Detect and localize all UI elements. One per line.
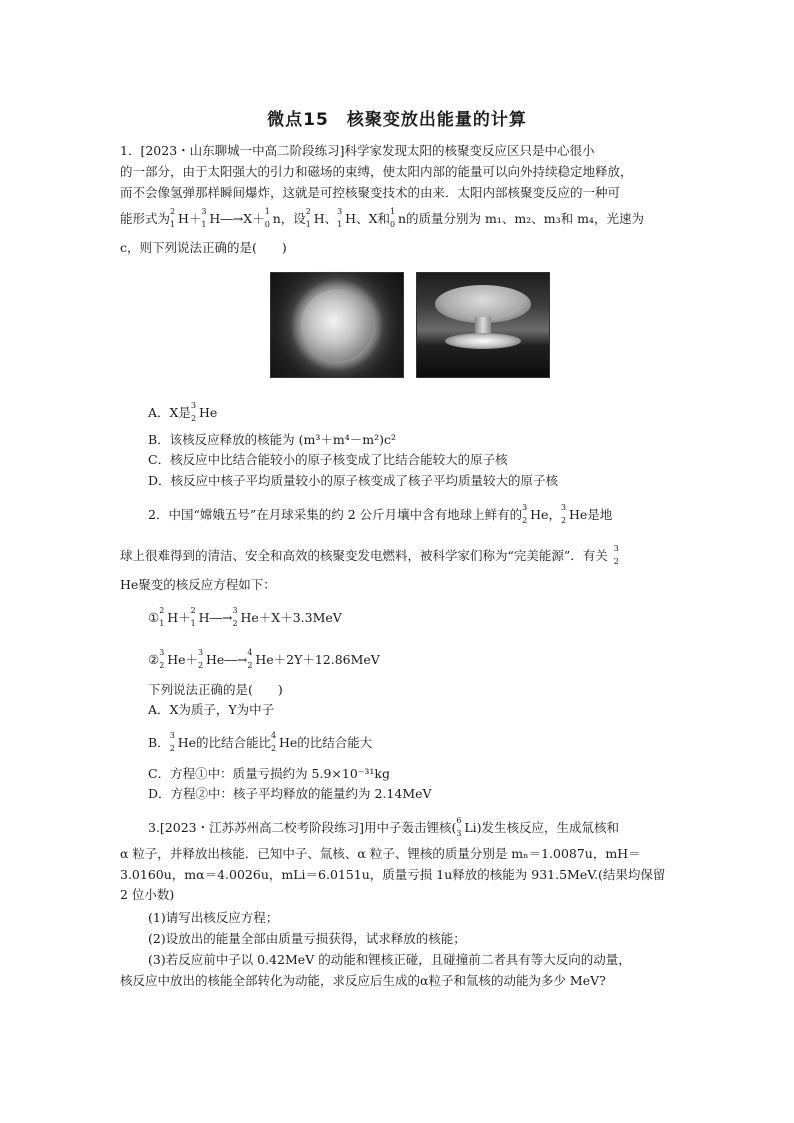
figure-pair bbox=[270, 272, 550, 376]
nuclide-n1: 1 0 bbox=[389, 207, 396, 229]
q3-sub-2: (2)设放出的能量全部由质量亏损获得，试求释放的核能； bbox=[148, 931, 466, 946]
nuclide-he3: 3 2 bbox=[522, 503, 528, 525]
q1-option-b: B．该核反应释放的核能为 (m³＋m⁴－m²)c² bbox=[148, 432, 397, 447]
q2-line-1: 2．中国“嫦娥五号”在月球采集的约 2 公斤月壤中含有地球上鲜有的 3 2 He， 3 2 He是地 bbox=[148, 503, 613, 525]
nuclide-h2: 2 1 bbox=[190, 606, 196, 628]
nuclide-h2: 2 1 bbox=[305, 207, 311, 229]
q1-option-a: A．X是 3 2 He bbox=[148, 401, 218, 423]
q3-sub-3-cont: 核反应中放出的核能全部转化为动能，求反应后生成的α粒子和氚核的动能为多少 MeV? bbox=[120, 973, 606, 988]
q1-line-2: 的一部分，由于太阳强大的引力和磁场的束缚，使太阳内部的能量可以向外持续稳定地释放， bbox=[120, 164, 633, 179]
nuclide-he3: 3 2 bbox=[560, 503, 567, 525]
q2-option-c: C．方程①中：质量亏损约为 5.9×10⁻³¹kg bbox=[148, 766, 390, 781]
nuclide-h3: 3 1 bbox=[201, 207, 207, 229]
q2-option-b: B． 3 2 He的比结合能比 4 2 He的比结合能大 bbox=[148, 731, 373, 753]
q3-sub-3: (3)若反应前中子以 0.42MeV 的动能和锂核正碰，且碰撞前二者具有等大反向的动量， bbox=[148, 952, 631, 967]
q2-equation-2: ② 3 2 He＋ 3 2 He―→ 4 2 He＋2Y＋12.86MeV bbox=[148, 648, 380, 670]
q3-line-4: 2 位小数) bbox=[120, 887, 175, 902]
q2-line-3: He聚变的核反应方程如下： bbox=[120, 577, 276, 592]
nuclide-h2: 2 1 bbox=[170, 207, 176, 229]
nuclide-he4: 4 2 bbox=[247, 648, 253, 670]
nuclide-he3: 3 2 bbox=[169, 731, 175, 753]
q2-option-a: A．X为质子，Y为中子 bbox=[148, 702, 275, 717]
nuclide-he3: 3 2 bbox=[613, 544, 619, 566]
q1-line-1: 1．[2023・山东聊城一中高二阶段练习]科学家发现太阳的核聚变反应区只是中心很小 bbox=[120, 143, 595, 158]
q2-equation-1: ① 2 1 H＋ 2 1 H―→ 3 2 He＋X＋3.3MeV bbox=[148, 606, 342, 628]
q1-line-3: 而不会像氢弹那样瞬间爆炸，这就是可控核聚变技术的由来．太阳内部核聚变反应的一种可 bbox=[120, 185, 621, 200]
q1-line-5: c，则下列说法正确的是( ) bbox=[120, 240, 287, 255]
nuclide-h2: 2 1 bbox=[159, 606, 165, 628]
nuclide-he3: 3 2 bbox=[198, 648, 204, 670]
nuclide-h3: 3 1 bbox=[337, 207, 343, 229]
q1-line-4: 能形式为 2 1 H＋ 3 1 H―→X＋ 1 0 n，设 2 1 H、 3 1 H、X和 1 0 n的质量分别为 m₁、m₂、m₃和 m₄，光速为 bbox=[120, 207, 644, 229]
mushroom-cloud-image bbox=[416, 272, 550, 378]
nuclide-n1: 1 0 bbox=[264, 207, 270, 229]
sun-image bbox=[270, 272, 404, 378]
q1-option-d: D．核反应中核子平均质量较小的原子核变成了核子平均质量较大的原子核 bbox=[148, 473, 559, 488]
q2-prompt: 下列说法正确的是( ) bbox=[148, 682, 283, 697]
nuclide-he3: 3 2 bbox=[232, 606, 238, 628]
q3-line-3: 3.0160u，mα＝4.0026u，mLi＝6.0151u，质量亏损 1u释放的核能为 931.5MeV.(结果均保留 bbox=[120, 867, 666, 882]
q2-line-2: 球上很难得到的清洁、安全和高效的核聚变发电燃料，被科学家们称为“完美能源”．有关 3 2 bbox=[120, 548, 622, 564]
nuclide-he3: 3 2 bbox=[190, 401, 197, 423]
q1-option-c: C．核反应中比结合能较小的原子核变成了比结合能较大的原子核 bbox=[148, 452, 508, 467]
q3-line-2: α 粒子，并释放出核能．已知中子、氚核、α 粒子、锂核的质量分别是 mₙ＝1.0087u，mH＝ bbox=[120, 846, 641, 861]
nuclide-he4: 4 2 bbox=[271, 731, 277, 753]
q2-option-d: D．方程②中：核子平均释放的能量约为 2.14MeV bbox=[148, 786, 432, 801]
q3-line-1: 3.[2023・江苏苏州高二校考阶段练习]用中子轰击锂核( 6 3 Li)发生核反应，生成氚核和 bbox=[148, 816, 620, 838]
page-title: 微点15 核聚变放出能量的计算 bbox=[267, 110, 527, 130]
nuclide-li6: 6 3 bbox=[456, 816, 462, 838]
nuclide-he3: 3 2 bbox=[159, 648, 165, 670]
q3-sub-1: (1)请写出核反应方程； bbox=[148, 910, 279, 925]
